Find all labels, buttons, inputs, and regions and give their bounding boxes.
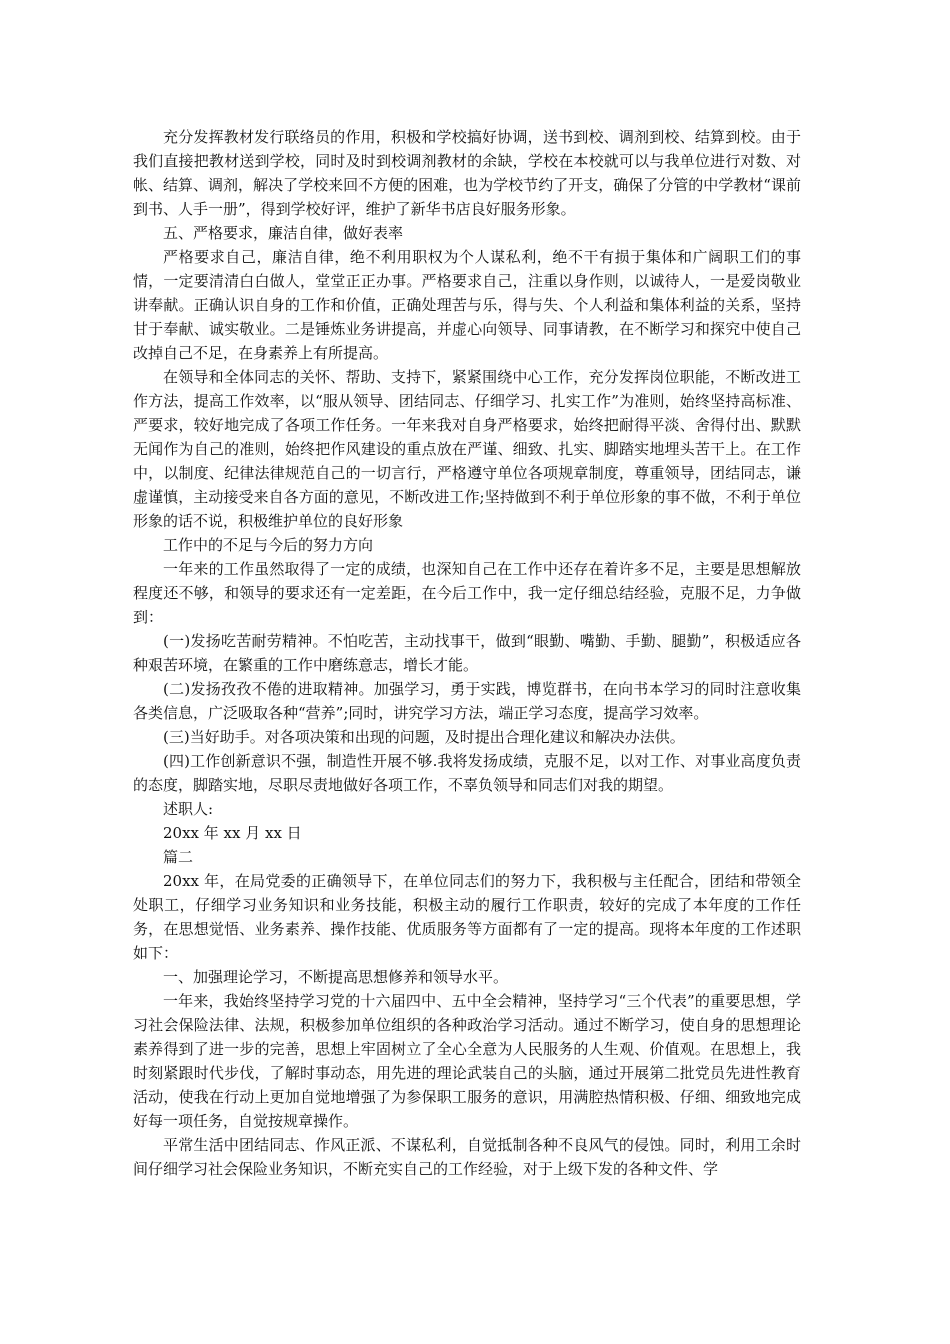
paragraph-leadership-support: 在领导和全体同志的关怀、帮助、支持下，紧紧围绕中心工作，充分发挥岗位职能，不断改进工作方法，提高工作效率，以“服从领导、团结同志、仔细学习、扎实工作”为准则，始终坚持高标准、严要求，较好地完成了各项工作任务。一年来我对自身严格要求，始终把耐得平淡、舍得付出、默默无闻作为自己的准则，始终把作风建设的重点放在严谨、细致、扎实、脚踏实地埋头苦干上。在工作中，以制度、纪律法律规范自己的一切言行，严格遵守单位各项规章制度，尊重领导，团结同志，谦虚谨慎，主动接受来自各方面的意见，不断改进工作;坚持做到不利于单位形象的事不做，不利于单位形象的话不说，积极维护单位的良好形象 (133, 368, 801, 530)
paragraph-theory-study: 一年来，我始终坚持学习党的十六届四中、五中全会精神，坚持学习“三个代表”的重要思想，学习社会保险法律、法规，积极参加单位组织的各种政治学习活动。通过不断学习，使自身的思想理论素养得到了进一步的完善，思想上牢固树立了全心全意为人民服务的人生观、价值观。在思想上，我时刻紧跟时代步伐，了解时事动态，用先进的理论武装自己的头脑，通过开展第二批党员先进性教育活动，使我在行动上更加自觉地增强了为参保职工服务的意识，用满腔热情积极、仔细、细致地完成好每一项任务，自觉按规章操作。 (133, 992, 801, 1130)
paragraph-textbook-distribution: 充分发挥教材发行联络员的作用，积极和学校搞好协调，送书到校、调剂到校、结算到校。由于我们直接把教材送到学校，同时及时到校调剂教材的余缺，学校在本校就可以与我单位进行对数、对帐、结算、调剂，解决了学校来回不方便的困难，也为学校节约了开支，确保了分管的中学教材“课前到书、人手一册”，得到学校好评，维护了新华书店良好服务形象。 (133, 128, 801, 218)
heading-shortcomings: 工作中的不足与今后的努力方向 (163, 536, 374, 554)
list-item-2: (二)发扬孜孜不倦的进取精神。加强学习，勇于实践，博览群书，在向书本学习的同时注意收集各类信息，广泛吸取各种“营养”;同时，讲究学习方法，端正学习态度，提高学习效率。 (133, 680, 801, 722)
paragraph-daily-conduct: 平常生活中团结同志、作风正派、不谋私利，自觉抵制各种不良风气的侵蚀。同时，利用工余时间仔细学习社会保险业务知识，不断充实自己的工作经验，对于上级下发的各种文件、学 (133, 1136, 801, 1178)
document-body (133, 125, 801, 1181)
section-title-part-two: 篇二 (163, 848, 194, 866)
heading-strict-requirements: 五、严格要求，廉洁自律，做好表率 (163, 224, 404, 242)
date-line: 20xx 年 xx 月 xx 日 (163, 824, 302, 842)
heading-theory-study: 一、加强理论学习，不断提高思想修养和领导水平。 (163, 968, 509, 986)
paragraph-self-discipline: 严格要求自己，廉洁自律，绝不利用职权为个人谋私利，绝不干有损于集体和广阔职工们的事情，一定要清清白白做人，堂堂正正办事。严格要求自己，注重以身作则，以诚待人，一是爱岗敬业讲奉献。正确认识自身的工作和价值，正确处理苦与乐，得与失、个人利益和集体利益的关系，坚持甘于奉献、诚实敬业。二是锤炼业务讲提高，并虚心向领导、同事请教，在不断学习和探究中使自己改掉自己不足，在身素养上有所提高。 (133, 248, 801, 362)
signature-label: 述职人: (163, 800, 214, 818)
paragraph-shortcomings: 一年来的工作虽然取得了一定的成绩，也深知自己在工作中还存在着许多不足，主要是思想解放程度还不够，和领导的要求还有一定差距，在今后工作中，我一定仔细总结经验，克服不足，力争做到： (133, 560, 801, 626)
paragraph-annual-intro: 20xx 年，在局党委的正确领导下，在单位同志们的努力下，我积极与主任配合，团结和带领全处职工，仔细学习业务知识和业务技能，积极主动的履行工作职责，较好的完成了本年度的工作任务，在思想觉悟、业务素养、操作技能、优质服务等方面都有了一定的提高。现将本年度的工作述职如下： (133, 872, 801, 962)
list-item-3: (三)当好助手。对各项决策和出现的问题，及时提出合理化建议和解决办法供。 (163, 728, 685, 746)
list-item-1: (一)发扬吃苦耐劳精神。不怕吃苦，主动找事干，做到“眼勤、嘴勤、手勤、腿勤”，积极适应各种艰苦环境，在繁重的工作中磨练意志，增长才能。 (133, 632, 801, 674)
list-item-4: (四)工作创新意识不强，制造性开展不够.我将发扬成绩，克服不足，以对工作、对事业高度负责的态度，脚踏实地，尽职尽责地做好各项工作，不辜负领导和同志们对我的期望。 (133, 752, 801, 794)
